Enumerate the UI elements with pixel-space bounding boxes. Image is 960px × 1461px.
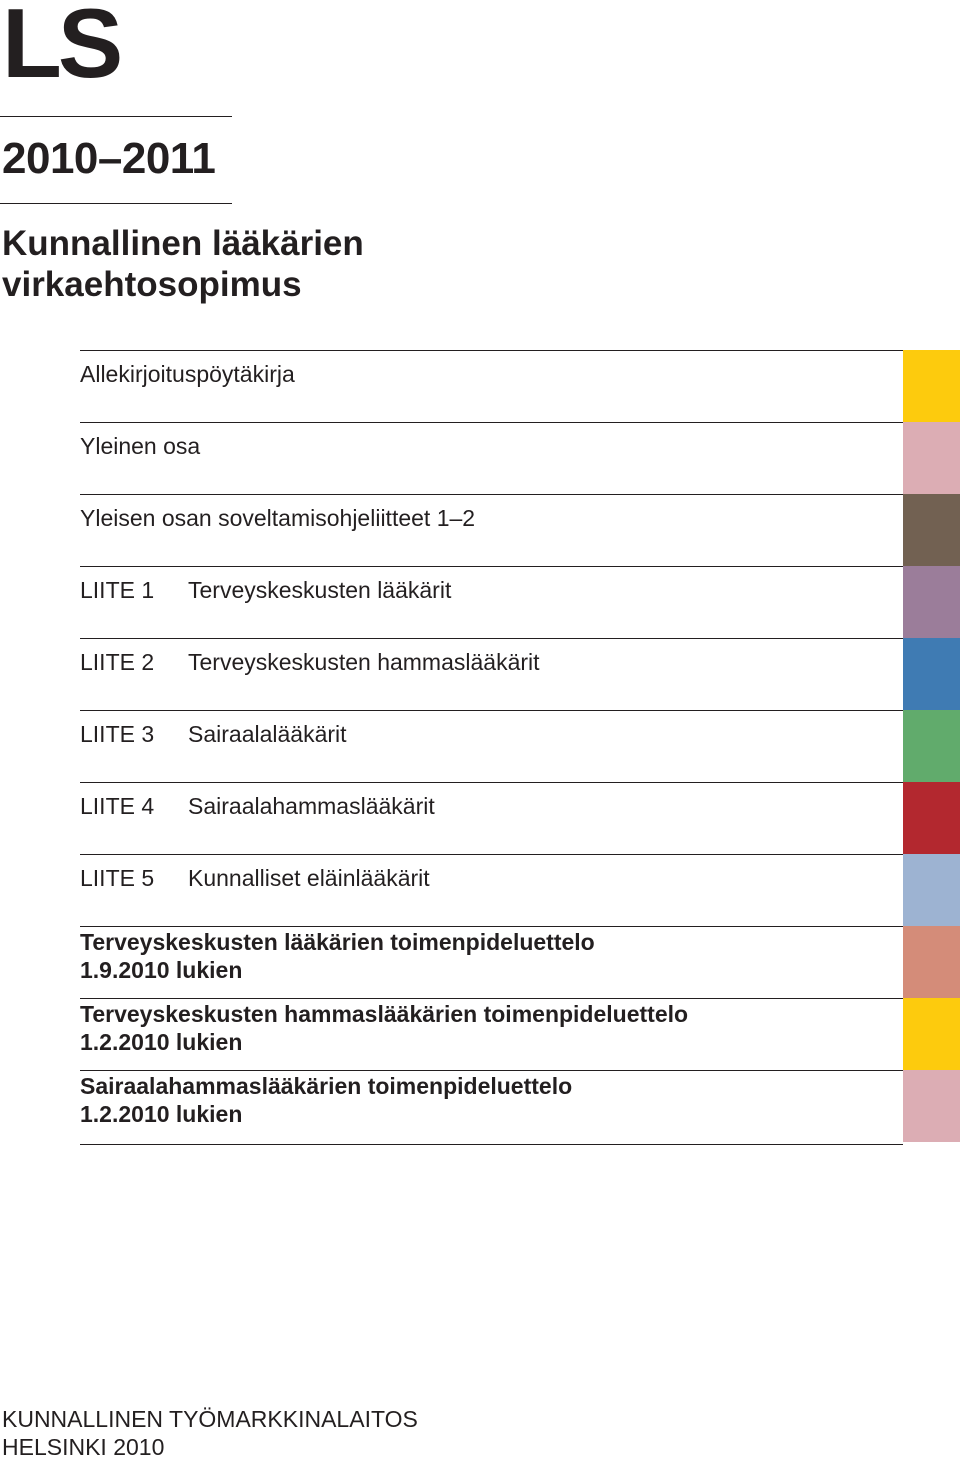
toc-item-liite-4[interactable]	[80, 782, 960, 854]
annex-title: Sairaalalääkärit	[188, 721, 347, 747]
toc-item-label-line-2: 1.2.2010 lukien	[80, 1029, 243, 1055]
annex-number: LIITE 5	[80, 865, 155, 891]
toc-item-liite-2[interactable]	[80, 638, 960, 710]
toc-item-label	[80, 928, 880, 984]
section-color-tab	[903, 638, 960, 710]
toc-item-tk-laakarien-toimenpideluettelo[interactable]	[80, 926, 960, 998]
section-color-tab	[903, 1070, 960, 1142]
annex-title: Sairaalahammaslääkärit	[188, 793, 435, 819]
toc-item-label: Allekirjoituspöytäkirja	[80, 361, 295, 387]
annex-number: LIITE 1	[80, 577, 155, 603]
toc-item-soveltamisohjeliitteet[interactable]	[80, 494, 960, 566]
ls-logo: LS	[2, 0, 120, 98]
section-color-tab	[903, 350, 960, 422]
annex-title: Terveyskeskusten lääkärit	[188, 577, 452, 603]
toc-rule	[80, 782, 903, 783]
toc-item-allekirjoituspoytakirja[interactable]	[80, 350, 960, 422]
toc-item-label	[80, 1000, 880, 1056]
annex-number: LIITE 4	[80, 793, 155, 819]
toc-item-liite-1[interactable]	[80, 566, 960, 638]
toc-rule	[80, 926, 903, 927]
agreement-years: 2010–2011	[2, 134, 216, 183]
section-color-tab	[903, 926, 960, 998]
toc-rule	[80, 350, 903, 351]
toc-item-tk-hammaslaakarien-toimenpideluettelo[interactable]	[80, 998, 960, 1070]
divider-top	[0, 116, 232, 117]
toc-item-label-line-1: Terveyskeskusten lääkärien toimenpideluettelo	[80, 929, 595, 955]
toc-item-label: Yleinen osa	[80, 433, 201, 459]
toc-rule	[80, 710, 903, 711]
publisher-name: KUNNALLINEN TYÖMARKKINALAITOS	[2, 1406, 418, 1432]
toc-rule	[80, 422, 903, 423]
document-title	[2, 223, 522, 305]
section-color-tab	[903, 782, 960, 854]
toc-item-label-line-1: Terveyskeskusten hammaslääkärien toimenpideluettelo	[80, 1001, 689, 1027]
toc-item-label	[80, 1072, 880, 1128]
toc-item-label-line-2: 1.9.2010 lukien	[80, 957, 243, 983]
toc-rule	[80, 998, 903, 999]
toc-rule	[80, 566, 903, 567]
toc-item-sairaalahammaslaakarien-toimenpideluettelo[interactable]	[80, 1070, 960, 1142]
toc-end-rule	[80, 1144, 903, 1145]
toc-item-liite-3[interactable]	[80, 710, 960, 782]
toc-item-yleinen-osa[interactable]	[80, 422, 960, 494]
toc-item-label-line-1: Sairaalahammaslääkärien toimenpideluettelo	[80, 1073, 573, 1099]
toc-rule	[80, 854, 903, 855]
section-color-tab	[903, 998, 960, 1070]
document-title-line-1: Kunnallinen lääkärien	[2, 224, 364, 263]
section-color-tab	[903, 422, 960, 494]
annex-number: LIITE 2	[80, 649, 155, 675]
toc-item-label-line-2: 1.2.2010 lukien	[80, 1101, 243, 1127]
toc-rule	[80, 494, 903, 495]
publisher-block	[2, 1405, 418, 1461]
toc-item-label: Yleisen osan soveltamisohjeliitteet 1–2	[80, 505, 476, 531]
annex-title: Kunnalliset eläinlääkärit	[188, 865, 430, 891]
section-color-tab	[903, 494, 960, 566]
publisher-place-year: HELSINKI 2010	[2, 1434, 165, 1460]
divider-bottom	[0, 203, 232, 204]
section-color-tab	[903, 854, 960, 926]
annex-title: Terveyskeskusten hammaslääkärit	[188, 649, 540, 675]
document-title-line-2: virkaehtosopimus	[2, 265, 302, 304]
toc-item-liite-5[interactable]	[80, 854, 960, 926]
section-color-tab	[903, 710, 960, 782]
toc-rule	[80, 1070, 903, 1071]
toc-rule	[80, 638, 903, 639]
table-of-contents	[80, 350, 960, 1145]
section-color-tab	[903, 566, 960, 638]
annex-number: LIITE 3	[80, 721, 155, 747]
